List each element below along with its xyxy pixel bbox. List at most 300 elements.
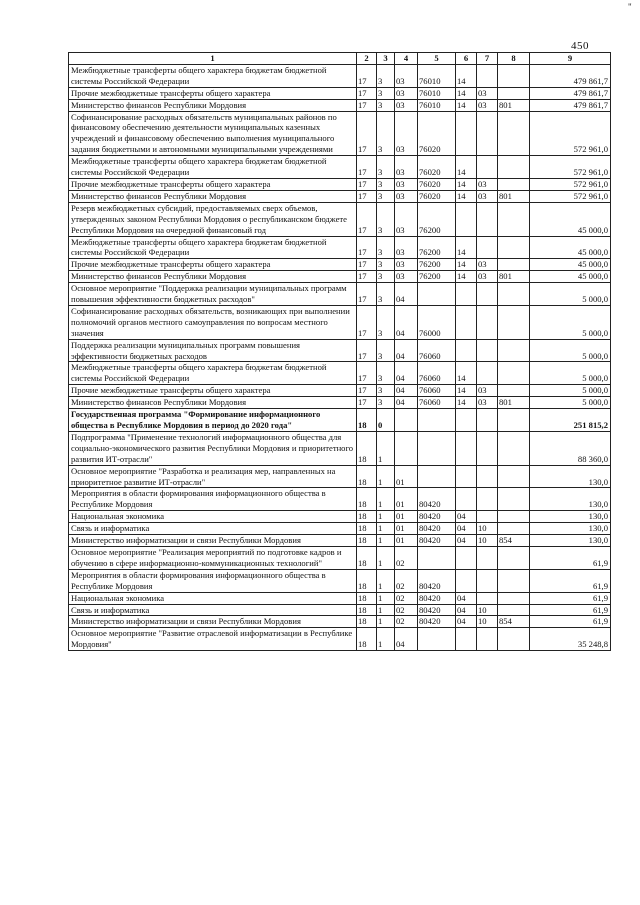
row-name: Мероприятия в области формирования информационного общества в Республике Мордовия xyxy=(69,488,357,511)
code-5: 76060 xyxy=(418,397,456,409)
code-2: 18 xyxy=(357,465,377,488)
row-name: Межбюджетные трансферты общего характера бюджетам бюджетной системы Российской Федерации xyxy=(69,362,357,385)
table-row xyxy=(69,178,611,190)
code-5: 76020 xyxy=(418,178,456,190)
code-8 xyxy=(498,64,530,87)
code-4: 04 xyxy=(395,385,418,397)
amount: 5 000,0 xyxy=(530,339,611,362)
code-4: 03 xyxy=(395,236,418,259)
code-8 xyxy=(498,111,530,156)
code-2: 17 xyxy=(357,178,377,190)
amount: 130,0 xyxy=(530,523,611,535)
amount: 5 000,0 xyxy=(530,397,611,409)
code-2: 17 xyxy=(357,259,377,271)
code-8: 854 xyxy=(498,535,530,547)
code-4 xyxy=(395,431,418,465)
table-row xyxy=(69,202,611,236)
header-col-3: 3 xyxy=(377,53,395,65)
code-6 xyxy=(456,628,477,651)
code-7 xyxy=(477,569,498,592)
row-name: Подпрограмма "Применение технологий информационного общества для социально-экономического развития Республики Мордовия и приоритетного развития ИТ-отрасли" xyxy=(69,431,357,465)
code-8 xyxy=(498,236,530,259)
code-8 xyxy=(498,523,530,535)
code-4: 04 xyxy=(395,339,418,362)
code-4: 03 xyxy=(395,271,418,283)
code-8 xyxy=(498,202,530,236)
row-name: Связь и информатика xyxy=(69,523,357,535)
code-7 xyxy=(477,362,498,385)
code-5: 80420 xyxy=(418,511,456,523)
code-6 xyxy=(456,546,477,569)
code-2: 17 xyxy=(357,236,377,259)
code-4: 01 xyxy=(395,535,418,547)
code-7: 03 xyxy=(477,271,498,283)
amount: 5 000,0 xyxy=(530,362,611,385)
code-6: 14 xyxy=(456,271,477,283)
code-4: 01 xyxy=(395,488,418,511)
code-2: 18 xyxy=(357,628,377,651)
code-3: 3 xyxy=(377,87,395,99)
code-8: 801 xyxy=(498,190,530,202)
code-8 xyxy=(498,465,530,488)
row-name: Министерство финансов Республики Мордовия xyxy=(69,397,357,409)
code-6: 14 xyxy=(456,190,477,202)
row-name: Основное мероприятие "Развитие отраслевой информатизации в Республике Мордовия" xyxy=(69,628,357,651)
code-3: 3 xyxy=(377,202,395,236)
code-7: 03 xyxy=(477,385,498,397)
code-3: 1 xyxy=(377,604,395,616)
code-2: 18 xyxy=(357,511,377,523)
code-2: 18 xyxy=(357,523,377,535)
code-3: 3 xyxy=(377,178,395,190)
code-2: 18 xyxy=(357,592,377,604)
code-7 xyxy=(477,305,498,339)
code-6: 14 xyxy=(456,259,477,271)
table-row xyxy=(69,190,611,202)
code-6 xyxy=(456,283,477,306)
code-5 xyxy=(418,628,456,651)
code-3: 3 xyxy=(377,362,395,385)
code-7 xyxy=(477,236,498,259)
table-row xyxy=(69,592,611,604)
code-6: 14 xyxy=(456,385,477,397)
code-7 xyxy=(477,511,498,523)
row-name: Резерв межбюджетных субсидий, предоставляемых сверх объемов, утвержденных законом Республики Мордовия о республиканском бюджете Республики Мордовия на очередной финансовый год xyxy=(69,202,357,236)
row-name: Прочие межбюджетные трансферты общего характера xyxy=(69,259,357,271)
amount: 61,9 xyxy=(530,604,611,616)
code-4 xyxy=(395,409,418,432)
code-5: 76060 xyxy=(418,362,456,385)
code-6 xyxy=(456,488,477,511)
code-4: 03 xyxy=(395,64,418,87)
amount: 35 248,8 xyxy=(530,628,611,651)
amount: 479 861,7 xyxy=(530,87,611,99)
code-5: 76200 xyxy=(418,202,456,236)
code-8 xyxy=(498,339,530,362)
code-5: 76060 xyxy=(418,385,456,397)
code-7: 10 xyxy=(477,604,498,616)
amount: 88 360,0 xyxy=(530,431,611,465)
code-8 xyxy=(498,385,530,397)
code-6 xyxy=(456,569,477,592)
code-6 xyxy=(456,431,477,465)
code-8 xyxy=(498,488,530,511)
amount: 251 815,2 xyxy=(530,409,611,432)
code-4: 03 xyxy=(395,190,418,202)
code-7: 10 xyxy=(477,616,498,628)
code-3: 3 xyxy=(377,259,395,271)
code-7 xyxy=(477,546,498,569)
table-row xyxy=(69,111,611,156)
code-8 xyxy=(498,569,530,592)
code-2: 17 xyxy=(357,111,377,156)
table-row xyxy=(69,569,611,592)
header-col-9: 9 xyxy=(530,53,611,65)
code-4: 04 xyxy=(395,305,418,339)
table-row xyxy=(69,236,611,259)
code-6: 14 xyxy=(456,236,477,259)
code-6: 04 xyxy=(456,616,477,628)
amount: 61,9 xyxy=(530,592,611,604)
amount: 130,0 xyxy=(530,465,611,488)
table-body xyxy=(69,64,611,650)
code-4: 02 xyxy=(395,546,418,569)
code-2: 17 xyxy=(357,385,377,397)
budget-table xyxy=(68,52,611,651)
code-2: 17 xyxy=(357,339,377,362)
row-name: Основное мероприятие "Поддержка реализации муниципальных программ повышения эффективности бюджетных расходов" xyxy=(69,283,357,306)
amount: 61,9 xyxy=(530,616,611,628)
amount: 130,0 xyxy=(530,511,611,523)
code-5: 76200 xyxy=(418,271,456,283)
code-6: 14 xyxy=(456,99,477,111)
code-5: 76010 xyxy=(418,99,456,111)
table-row xyxy=(69,546,611,569)
code-4: 03 xyxy=(395,87,418,99)
amount: 572 961,0 xyxy=(530,190,611,202)
code-7 xyxy=(477,592,498,604)
code-5 xyxy=(418,283,456,306)
code-3: 3 xyxy=(377,283,395,306)
code-2: 18 xyxy=(357,546,377,569)
code-6: 14 xyxy=(456,362,477,385)
table-row xyxy=(69,259,611,271)
code-6: 04 xyxy=(456,535,477,547)
code-6 xyxy=(456,202,477,236)
code-7 xyxy=(477,283,498,306)
code-7 xyxy=(477,64,498,87)
amount: 479 861,7 xyxy=(530,64,611,87)
code-3: 3 xyxy=(377,156,395,179)
table-row xyxy=(69,87,611,99)
amount: 572 961,0 xyxy=(530,156,611,179)
code-7: 03 xyxy=(477,99,498,111)
code-4: 03 xyxy=(395,99,418,111)
amount: 61,9 xyxy=(530,569,611,592)
code-4: 04 xyxy=(395,628,418,651)
code-3: 1 xyxy=(377,523,395,535)
code-3: 3 xyxy=(377,385,395,397)
code-7: 10 xyxy=(477,523,498,535)
code-5: 76010 xyxy=(418,64,456,87)
code-4: 03 xyxy=(395,259,418,271)
code-5: 76000 xyxy=(418,305,456,339)
code-8 xyxy=(498,178,530,190)
code-8 xyxy=(498,259,530,271)
code-3: 3 xyxy=(377,111,395,156)
code-6: 14 xyxy=(456,397,477,409)
code-2: 17 xyxy=(357,305,377,339)
row-name: Министерство финансов Республики Мордовия xyxy=(69,190,357,202)
amount: 572 961,0 xyxy=(530,111,611,156)
row-name: Министерство информатизации и связи Республики Мордовия xyxy=(69,616,357,628)
header-col-4: 4 xyxy=(395,53,418,65)
code-3: 1 xyxy=(377,616,395,628)
code-4: 01 xyxy=(395,511,418,523)
code-3: 3 xyxy=(377,305,395,339)
code-5: 80420 xyxy=(418,616,456,628)
table-row xyxy=(69,305,611,339)
row-name: Межбюджетные трансферты общего характера бюджетам бюджетной системы Российской Федерации xyxy=(69,64,357,87)
code-2: 18 xyxy=(357,488,377,511)
code-8 xyxy=(498,604,530,616)
code-8: 801 xyxy=(498,99,530,111)
code-7: 03 xyxy=(477,87,498,99)
code-7 xyxy=(477,465,498,488)
table-row xyxy=(69,397,611,409)
amount: 572 961,0 xyxy=(530,178,611,190)
table-row xyxy=(69,409,611,432)
code-6 xyxy=(456,409,477,432)
table-row xyxy=(69,64,611,87)
code-3: 1 xyxy=(377,546,395,569)
code-4: 02 xyxy=(395,592,418,604)
code-7 xyxy=(477,488,498,511)
page-number: 450 xyxy=(571,40,589,52)
code-3: 3 xyxy=(377,236,395,259)
code-4: 04 xyxy=(395,283,418,306)
amount: 5 000,0 xyxy=(530,305,611,339)
code-8 xyxy=(498,362,530,385)
code-7: 03 xyxy=(477,397,498,409)
code-5: 80420 xyxy=(418,535,456,547)
code-6: 14 xyxy=(456,156,477,179)
code-3: 3 xyxy=(377,99,395,111)
table-row xyxy=(69,511,611,523)
code-5: 80420 xyxy=(418,569,456,592)
code-2: 17 xyxy=(357,64,377,87)
code-6: 14 xyxy=(456,178,477,190)
code-6: 14 xyxy=(456,87,477,99)
code-5: 80420 xyxy=(418,488,456,511)
code-6 xyxy=(456,305,477,339)
code-7: 10 xyxy=(477,535,498,547)
row-name: Софинансирование расходных обязательств, возникающих при выполнении полномочий органов местного самоуправления по вопросам местного значения xyxy=(69,305,357,339)
code-8 xyxy=(498,409,530,432)
row-name: Основное мероприятие "Реализация мероприятий по подготовке кадров и обучению в сфере информационно-коммуникационных технологий" xyxy=(69,546,357,569)
row-name: Софинансирование расходных обязательств муниципальных районов по финансовому обеспечению деятельности муниципальных казенных учреждений и финансовому обеспечению выполнения муниципального задания бюджетными и автономными муниципальными учреждениями xyxy=(69,111,357,156)
code-7 xyxy=(477,431,498,465)
amount: 479 861,7 xyxy=(530,99,611,111)
code-2: 17 xyxy=(357,99,377,111)
code-5: 76060 xyxy=(418,339,456,362)
row-name: Мероприятия в области формирования информационного общества в Республике Мордовия xyxy=(69,569,357,592)
table-row xyxy=(69,362,611,385)
code-4: 02 xyxy=(395,616,418,628)
code-8: 801 xyxy=(498,271,530,283)
table-row xyxy=(69,465,611,488)
code-4: 01 xyxy=(395,523,418,535)
header-row xyxy=(69,53,611,65)
code-7 xyxy=(477,339,498,362)
code-2: 18 xyxy=(357,535,377,547)
code-6: 04 xyxy=(456,511,477,523)
table-row xyxy=(69,628,611,651)
corner-mark: " xyxy=(628,2,632,12)
code-6 xyxy=(456,465,477,488)
code-6 xyxy=(456,339,477,362)
table-row xyxy=(69,99,611,111)
code-8 xyxy=(498,87,530,99)
table-row xyxy=(69,156,611,179)
row-name: Поддержка реализации муниципальных программ повышения эффективности бюджетных расходов xyxy=(69,339,357,362)
code-4: 03 xyxy=(395,178,418,190)
code-8 xyxy=(498,628,530,651)
code-4: 04 xyxy=(395,362,418,385)
code-6: 04 xyxy=(456,592,477,604)
row-name: Министерство финансов Республики Мордовия xyxy=(69,271,357,283)
code-5: 76020 xyxy=(418,156,456,179)
header-col-2: 2 xyxy=(357,53,377,65)
code-7 xyxy=(477,156,498,179)
code-7: 03 xyxy=(477,190,498,202)
row-name: Национальная экономика xyxy=(69,511,357,523)
code-8 xyxy=(498,431,530,465)
code-2: 17 xyxy=(357,397,377,409)
row-name: Прочие межбюджетные трансферты общего характера xyxy=(69,385,357,397)
code-3: 1 xyxy=(377,569,395,592)
code-2: 18 xyxy=(357,409,377,432)
code-3: 1 xyxy=(377,488,395,511)
row-name: Прочие межбюджетные трансферты общего характера xyxy=(69,87,357,99)
code-8 xyxy=(498,511,530,523)
amount: 45 000,0 xyxy=(530,271,611,283)
code-8 xyxy=(498,283,530,306)
amount: 130,0 xyxy=(530,488,611,511)
code-5: 80420 xyxy=(418,523,456,535)
code-2: 17 xyxy=(357,283,377,306)
code-7 xyxy=(477,111,498,156)
code-2: 17 xyxy=(357,362,377,385)
header-col-6: 6 xyxy=(456,53,477,65)
code-8 xyxy=(498,305,530,339)
code-7: 03 xyxy=(477,178,498,190)
code-7 xyxy=(477,202,498,236)
amount: 45 000,0 xyxy=(530,202,611,236)
code-7 xyxy=(477,628,498,651)
table-row xyxy=(69,271,611,283)
code-8 xyxy=(498,156,530,179)
row-name: Межбюджетные трансферты общего характера бюджетам бюджетной системы Российской Федерации xyxy=(69,156,357,179)
table-row xyxy=(69,604,611,616)
code-5: 76020 xyxy=(418,111,456,156)
amount: 5 000,0 xyxy=(530,385,611,397)
row-name: Основное мероприятие "Разработка и реализация мер, направленных на приоритетное развитие ИТ-отрасли" xyxy=(69,465,357,488)
code-4: 02 xyxy=(395,569,418,592)
code-2: 18 xyxy=(357,616,377,628)
code-3: 0 xyxy=(377,409,395,432)
code-5 xyxy=(418,546,456,569)
row-name: Министерство финансов Республики Мордовия xyxy=(69,99,357,111)
code-3: 3 xyxy=(377,339,395,362)
header-col-7: 7 xyxy=(477,53,498,65)
table-row xyxy=(69,431,611,465)
code-8: 854 xyxy=(498,616,530,628)
table-row xyxy=(69,385,611,397)
code-3: 1 xyxy=(377,465,395,488)
code-6 xyxy=(456,111,477,156)
amount: 5 000,0 xyxy=(530,283,611,306)
code-5 xyxy=(418,465,456,488)
code-3: 1 xyxy=(377,592,395,604)
code-3: 3 xyxy=(377,190,395,202)
header-col-5: 5 xyxy=(418,53,456,65)
row-name: Межбюджетные трансферты общего характера бюджетам бюджетной системы Российской Федерации xyxy=(69,236,357,259)
code-8 xyxy=(498,592,530,604)
row-name: Министерство информатизации и связи Республики Мордовия xyxy=(69,535,357,547)
code-2: 18 xyxy=(357,569,377,592)
code-3: 1 xyxy=(377,511,395,523)
code-4: 02 xyxy=(395,604,418,616)
code-8: 801 xyxy=(498,397,530,409)
code-5: 80420 xyxy=(418,592,456,604)
code-5: 76200 xyxy=(418,236,456,259)
code-3: 1 xyxy=(377,431,395,465)
table-row xyxy=(69,523,611,535)
table-row xyxy=(69,616,611,628)
header-col-1: 1 xyxy=(69,53,357,65)
code-6: 04 xyxy=(456,604,477,616)
code-2: 18 xyxy=(357,431,377,465)
code-2: 18 xyxy=(357,604,377,616)
table-row xyxy=(69,283,611,306)
table-row xyxy=(69,535,611,547)
code-7 xyxy=(477,409,498,432)
code-2: 17 xyxy=(357,190,377,202)
code-4: 03 xyxy=(395,156,418,179)
code-2: 17 xyxy=(357,202,377,236)
code-4: 03 xyxy=(395,111,418,156)
code-5: 80420 xyxy=(418,604,456,616)
code-3: 3 xyxy=(377,397,395,409)
code-2: 17 xyxy=(357,87,377,99)
amount: 61,9 xyxy=(530,546,611,569)
code-5: 76200 xyxy=(418,259,456,271)
amount: 45 000,0 xyxy=(530,236,611,259)
table-row xyxy=(69,339,611,362)
header-col-8: 8 xyxy=(498,53,530,65)
code-7: 03 xyxy=(477,259,498,271)
code-3: 3 xyxy=(377,271,395,283)
row-name: Связь и информатика xyxy=(69,604,357,616)
code-6: 14 xyxy=(456,64,477,87)
table-row xyxy=(69,488,611,511)
code-4: 04 xyxy=(395,397,418,409)
code-6: 04 xyxy=(456,523,477,535)
row-name: Государственная программа "Формирование информационного общества в Республике Мордовия в период до 2020 года" xyxy=(69,409,357,432)
code-4: 03 xyxy=(395,202,418,236)
code-8 xyxy=(498,546,530,569)
